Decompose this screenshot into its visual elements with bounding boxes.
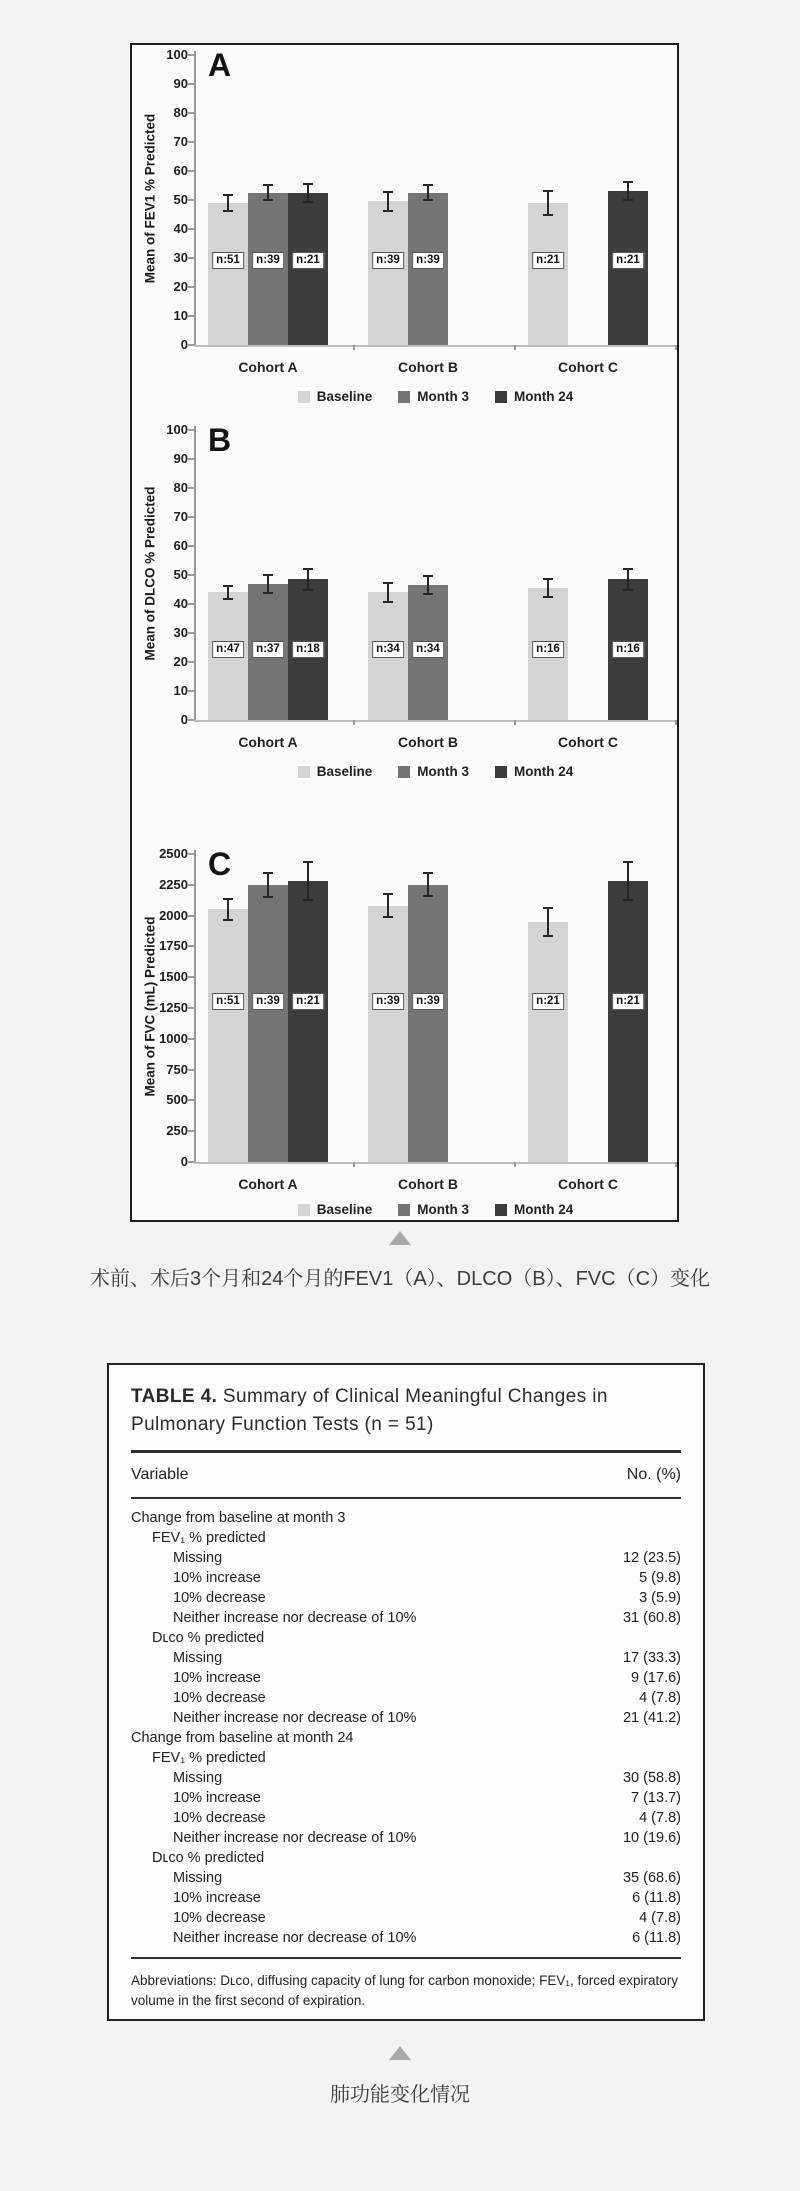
chart-b-ytick-mark: [188, 458, 194, 460]
chart-b-xtick-mark: [353, 720, 355, 725]
table-row: [131, 1848, 681, 1868]
chart-a-n-label: n:21: [612, 252, 644, 269]
chart-c-ytick-label: 500: [166, 1092, 188, 1108]
chart-c-category-label: Cohort C: [558, 1176, 618, 1192]
chart-c-bar-cohort-b: [408, 885, 448, 1162]
chart-c-legend: [194, 1202, 677, 1217]
chart-c-error-bar: [387, 893, 389, 918]
chart-c-ytick-mark: [188, 976, 194, 978]
chart-a-error-bar: [307, 183, 309, 203]
table-row-value: 9 (17.6): [631, 1670, 681, 1687]
table-caption: 肺功能变化情况: [330, 2084, 470, 2106]
chart-b-error-bar: [307, 568, 309, 591]
chart-c-error-cap: [543, 935, 553, 937]
legend-label: Baseline: [316, 1202, 373, 1217]
chart-b-ytick-label: 60: [173, 538, 188, 553]
chart-c-n-label: n:39: [412, 993, 444, 1010]
chart-c-n-label: n:21: [612, 993, 644, 1010]
chart-a-xtick-mark: [675, 345, 677, 350]
chart-a-ytick-label: 40: [173, 221, 188, 236]
chart-c-ytick-label: 750: [166, 1061, 188, 1077]
table-row-value: 4 (7.8): [639, 1810, 681, 1827]
table-row-label: Neither increase nor decrease of 10%: [173, 1830, 417, 1847]
legend-label: Month 24: [514, 764, 574, 779]
chart-a-ytick-label: 60: [173, 163, 188, 178]
table-row: [131, 1508, 681, 1528]
chart-b-n-label: n:18: [292, 641, 324, 658]
chart-a-error-cap: [383, 191, 393, 193]
chart-b-error-cap: [543, 578, 553, 580]
legend-swatch-icon: [398, 1204, 410, 1216]
table-row-value: 4 (7.8): [639, 1690, 681, 1707]
chart-c-n-label: n:39: [372, 993, 404, 1010]
chart-c-error-cap: [543, 907, 553, 909]
chart-a-error-cap: [543, 190, 553, 192]
chart-a-xtick-mark: [514, 345, 516, 350]
chart-c-error-bar: [547, 907, 549, 937]
table-row-label: Neither increase nor decrease of 10%: [173, 1930, 417, 1947]
table-row-label: Missing: [173, 1650, 223, 1667]
chart-b-ytick-label: 70: [173, 509, 188, 524]
legend-label: Month 24: [514, 389, 574, 404]
chart-b-ytick-label: 30: [173, 625, 188, 640]
table-row-label: 10% decrease: [173, 1590, 266, 1607]
table-row-value: 12 (23.5): [622, 1550, 681, 1567]
table-row: [131, 1688, 681, 1708]
chart-c-x-axis: [194, 1162, 677, 1164]
chart-a-y-axis-title: Mean of FEV1 % Predicted: [142, 113, 158, 284]
chart-b-error-cap: [303, 568, 313, 570]
table-row-label: Missing: [173, 1550, 223, 1567]
table-row: [131, 1648, 681, 1668]
table-row-label: Neither increase nor decrease of 10%: [173, 1710, 417, 1727]
legend-label: Month 3: [417, 389, 470, 404]
chart-c-n-label: n:21: [532, 993, 564, 1010]
table-row-label: 10% decrease: [173, 1910, 266, 1927]
chart-b-ytick-label: 20: [173, 654, 188, 669]
chart-c-ytick-mark: [188, 1007, 194, 1009]
chart-c-error-cap: [423, 895, 433, 897]
chart-b-category-label: Cohort B: [398, 734, 458, 750]
chart-c-error-cap: [383, 893, 393, 895]
table-4: [107, 1363, 705, 2021]
legend-label: Month 24: [514, 1202, 574, 1217]
chart-a-legend-item: [495, 389, 573, 404]
chart-b-ytick-mark: [188, 487, 194, 489]
chart-b-category-label: Cohort A: [238, 734, 298, 750]
chart-b-legend: [194, 764, 677, 779]
chart-a-n-label: n:39: [252, 252, 284, 269]
table-row: [131, 1828, 681, 1848]
pulmonary-function-figure: [130, 43, 679, 1222]
chart-b-error-cap: [263, 592, 273, 594]
table-row: [131, 1608, 681, 1628]
table-row-value: 31 (60.8): [622, 1610, 681, 1627]
chart-b-ytick-label: 0: [180, 712, 188, 727]
table-row: [131, 1708, 681, 1728]
chart-c-ytick-label: 2000: [159, 907, 188, 923]
chart-c-error-cap: [263, 872, 273, 874]
chart-a-error-bar: [547, 190, 549, 216]
chart-b-legend-item: [298, 764, 373, 779]
table-col-variable: Variable: [131, 1466, 189, 1484]
table-row-label: 10% increase: [173, 1670, 261, 1687]
table-row-label: Neither increase nor decrease of 10%: [173, 1610, 417, 1627]
chart-a-ytick-label: 0: [180, 337, 188, 352]
legend-label: Baseline: [316, 389, 373, 404]
table-row-value: 10 (19.6): [622, 1830, 681, 1847]
chart-c-category-label: Cohort B: [398, 1176, 458, 1192]
chart-c-ytick-label: 1250: [159, 1000, 188, 1015]
table-row-value: 30 (58.8): [622, 1770, 681, 1787]
chart-c-error-bar: [267, 872, 269, 898]
chart-b-error-cap: [623, 589, 633, 591]
chart-a-ytick-mark: [188, 170, 194, 172]
table-row-label: Missing: [173, 1770, 223, 1787]
chart-b-n-label: n:37: [252, 641, 284, 658]
chart-c-ytick-label: 0: [180, 1154, 188, 1169]
chart-b-ytick-label: 80: [173, 480, 188, 495]
chart-c-bar-cohort-a: [208, 909, 248, 1162]
table-body: [131, 1499, 681, 1957]
chart-b-y-axis-title: Mean of DLCO % Predicted: [142, 486, 158, 661]
table-row: [131, 1808, 681, 1828]
legend-swatch-icon: [398, 391, 410, 403]
table-row-value: 7 (13.7): [631, 1790, 681, 1807]
chart-a-xtick-mark: [353, 345, 355, 350]
chart-a-error-cap: [263, 184, 273, 186]
table-row: [131, 1728, 681, 1748]
table-row: [131, 1548, 681, 1568]
chart-b-error-bar: [387, 582, 389, 602]
table-row-value: 6 (11.8): [632, 1930, 681, 1947]
chart-b-ytick-mark: [188, 545, 194, 547]
chart-a-n-label: n:21: [532, 252, 564, 269]
chart-b-n-label: n:16: [612, 641, 644, 658]
caret-up-icon: [389, 1231, 411, 1245]
chart-c-n-label: n:21: [292, 993, 324, 1010]
chart-a-ytick-label: 20: [173, 279, 188, 294]
chart-b-ytick-mark: [188, 690, 194, 692]
chart-a-legend-item: [398, 389, 469, 404]
chart-c-ytick-mark: [188, 945, 194, 947]
chart-a-n-label: n:51: [212, 252, 244, 269]
chart-a-ytick-label: 90: [173, 76, 188, 91]
chart-a-ytick-label: 50: [173, 192, 188, 207]
chart-c-y-axis: [194, 850, 196, 1162]
chart-a-error-cap: [423, 184, 433, 186]
chart-c-xtick-mark: [514, 1162, 516, 1167]
chart-c-ytick-mark: [188, 1130, 194, 1132]
chart-b-error-cap: [303, 589, 313, 591]
chart-b-error-cap: [223, 598, 233, 600]
chart-b-error-cap: [383, 582, 393, 584]
table-footnote: Abbreviations: Dʟᴄᴏ, diffusing capacity of lung for carbon monoxide; FEV₁, forced expiratory volume in the first second of expiration.: [131, 1973, 679, 2009]
table-title-text: Summary of Clinical Meaningful Changes in Pulmonary Function Tests (n = 51): [131, 1386, 608, 1435]
table-row-value: 35 (68.6): [622, 1870, 681, 1887]
chart-b-ytick-mark: [188, 574, 194, 576]
chart-c-ytick-mark: [188, 853, 194, 855]
chart-c-error-bar: [627, 861, 629, 900]
chart-b-y-axis: [194, 426, 196, 720]
chart-a-error-cap: [223, 194, 233, 196]
chart-c-error-cap: [423, 872, 433, 874]
chart-c-error-cap: [303, 861, 313, 863]
legend-swatch-icon: [398, 766, 410, 778]
chart-b-error-bar: [427, 575, 429, 595]
chart-c-xtick-mark: [675, 1162, 677, 1167]
table-row-value: 5 (9.8): [639, 1570, 681, 1587]
table-row: [131, 1768, 681, 1788]
table-row-label: Change from baseline at month 24: [131, 1730, 354, 1747]
chart-c-n-label: n:39: [252, 993, 284, 1010]
legend-label: Baseline: [316, 764, 373, 779]
chart-c-panel-letter: C: [208, 846, 232, 882]
chart-c-error-cap: [623, 899, 633, 901]
legend-swatch-icon: [495, 1204, 507, 1216]
legend-swatch-icon: [298, 766, 310, 778]
table-row-label: FEV₁ % predicted: [152, 1530, 266, 1547]
chart-b-category-label: Cohort C: [558, 734, 618, 750]
chart-a-error-bar: [387, 191, 389, 211]
table-rule-bottom: [131, 1957, 681, 1959]
chart-a-x-axis: [194, 345, 677, 347]
table-row-label: 10% decrease: [173, 1810, 266, 1827]
table-row-label: Dʟᴄᴏ % predicted: [152, 1850, 265, 1867]
legend-swatch-icon: [298, 1204, 310, 1216]
chart-a-error-bar: [627, 181, 629, 201]
legend-swatch-icon: [495, 391, 507, 403]
chart-a-ytick-label: 10: [173, 308, 188, 323]
chart-c-error-cap: [383, 916, 393, 918]
chart-c-legend-item: [298, 1202, 373, 1217]
chart-b-error-cap: [423, 575, 433, 577]
chart-b-ytick-mark: [188, 429, 194, 431]
chart-a-legend-item: [298, 389, 373, 404]
table-row-value: 17 (33.3): [622, 1650, 681, 1667]
chart-a-ytick-mark: [188, 228, 194, 230]
chart-c-bar-cohort-a: [288, 881, 328, 1162]
table-row: [131, 1568, 681, 1588]
chart-a-ytick-mark: [188, 315, 194, 317]
chart-a-error-cap: [303, 201, 313, 203]
chart-c-ytick-mark: [188, 915, 194, 917]
chart-b-xtick-mark: [514, 720, 516, 725]
chart-a-ytick-label: 70: [173, 134, 188, 149]
chart-c-legend-item: [495, 1202, 573, 1217]
legend-label: Month 3: [417, 764, 470, 779]
chart-a-ytick-mark: [188, 286, 194, 288]
chart-c-ytick-mark: [188, 884, 194, 886]
chart-c-bar-cohort-a: [248, 885, 288, 1162]
chart-c-ytick-mark: [188, 1069, 194, 1071]
table-row: [131, 1588, 681, 1608]
chart-b-n-label: n:16: [532, 641, 564, 658]
table-title: [131, 1383, 681, 1438]
chart-c-ytick-label: 1000: [159, 1030, 188, 1046]
chart-a-legend: [194, 389, 677, 404]
chart-c-ytick-mark: [188, 1099, 194, 1101]
table-row-label: Dʟᴄᴏ % predicted: [152, 1630, 265, 1647]
chart-a-ytick-label: 30: [173, 250, 188, 265]
chart-a-error-cap: [223, 210, 233, 212]
chart-a-ytick-mark: [188, 112, 194, 114]
chart-a-ytick-label: 100: [166, 47, 188, 62]
chart-c-n-label: n:51: [212, 993, 244, 1010]
chart-a-error-cap: [423, 199, 433, 201]
chart-a-error-cap: [543, 214, 553, 216]
chart-a-category-label: Cohort B: [398, 359, 458, 375]
table-row-label: Change from baseline at month 3: [131, 1510, 346, 1527]
chart-c-category-label: Cohort A: [238, 1176, 298, 1192]
chart-b-xtick-mark: [675, 720, 677, 725]
chart-c-error-bar: [227, 898, 229, 920]
chart-a-category-label: Cohort C: [558, 359, 618, 375]
chart-c-error-cap: [223, 898, 233, 900]
chart-c-error-bar: [427, 872, 429, 897]
table-row-label: 10% increase: [173, 1790, 261, 1807]
chart-c-bar-cohort-c: [528, 922, 568, 1162]
table-row-value: 3 (5.9): [639, 1590, 681, 1607]
chart-c-ytick-label: 2500: [159, 846, 188, 861]
chart-b-error-bar: [547, 578, 549, 598]
chart-a-bar-cohort-c: [528, 203, 568, 345]
chart-b-error-cap: [383, 601, 393, 603]
chart-c-error-bar: [307, 861, 309, 900]
table-row: [131, 1928, 681, 1948]
chart-a-error-cap: [383, 210, 393, 212]
table-col-no-pct: No. (%): [626, 1466, 681, 1484]
chart-b-ytick-mark: [188, 661, 194, 663]
chart-b-ytick-mark: [188, 516, 194, 518]
chart-b-error-bar: [627, 568, 629, 591]
table-title-number: TABLE 4.: [131, 1386, 218, 1407]
chart-a-ytick-mark: [188, 257, 194, 259]
table-row: [131, 1788, 681, 1808]
table-row-label: 10% increase: [173, 1570, 261, 1587]
chart-b-ytick-mark: [188, 632, 194, 634]
chart-a-error-cap: [623, 181, 633, 183]
table-row: [131, 1628, 681, 1648]
chart-c-legend-item: [398, 1202, 469, 1217]
chart-a-n-label: n:39: [372, 252, 404, 269]
table-row-label: FEV₁ % predicted: [152, 1750, 266, 1767]
chart-a-error-cap: [623, 199, 633, 201]
chart-a-bar-cohort-b: [368, 201, 408, 345]
chart-a-error-cap: [303, 183, 313, 185]
figure-caption: 术前、术后3个月和24个月的FEV1（A）、DLCO（B）、FVC（C）变化: [89, 1268, 711, 1290]
table-row: [131, 1748, 681, 1768]
chart-b-ytick-label: 10: [173, 683, 188, 698]
chart-b-ytick-label: 50: [173, 567, 188, 582]
chart-a-y-axis: [194, 51, 196, 345]
caret-up-icon: [389, 2046, 411, 2060]
legend-swatch-icon: [298, 391, 310, 403]
chart-c-ytick-label: 1750: [159, 938, 188, 954]
table-row-label: 10% decrease: [173, 1690, 266, 1707]
chart-a-bar-cohort-a: [208, 203, 248, 345]
chart-a-ytick-mark: [188, 199, 194, 201]
chart-b-error-cap: [623, 568, 633, 570]
table-row-label: 10% increase: [173, 1890, 261, 1907]
chart-b-error-cap: [423, 593, 433, 595]
chart-b-error-bar: [267, 574, 269, 594]
chart-c-y-axis-title: Mean of FVC (mL) Predicted: [142, 916, 158, 1097]
chart-c-ytick-label: 1500: [159, 969, 188, 985]
chart-a-panel-letter: A: [208, 47, 232, 83]
chart-c-error-cap: [623, 861, 633, 863]
chart-b-legend-item: [398, 764, 469, 779]
chart-b-ytick-label: 100: [166, 422, 188, 437]
legend-swatch-icon: [495, 766, 507, 778]
chart-c-error-cap: [303, 899, 313, 901]
table-row: [131, 1668, 681, 1688]
chart-b-ytick-label: 40: [173, 596, 188, 611]
chart-a-ytick-mark: [188, 83, 194, 85]
chart-b-error-cap: [263, 574, 273, 576]
legend-label: Month 3: [417, 1202, 470, 1217]
chart-c-ytick-label: 2250: [159, 876, 188, 892]
table-row: [131, 1888, 681, 1908]
chart-c-error-cap: [223, 919, 233, 921]
chart-b-x-axis: [194, 720, 677, 722]
chart-b-n-label: n:34: [372, 641, 404, 658]
chart-b-n-label: n:47: [212, 641, 244, 658]
chart-b-n-label: n:34: [412, 641, 444, 658]
chart-c-bar-cohort-c: [608, 881, 648, 1162]
chart-b-panel-letter: B: [208, 422, 232, 458]
chart-b-ytick-label: 90: [173, 451, 188, 466]
chart-b-error-cap: [223, 585, 233, 587]
chart-a-error-cap: [263, 199, 273, 201]
table-row-label: Missing: [173, 1870, 223, 1887]
chart-a-n-label: n:39: [412, 252, 444, 269]
table-header-row: [131, 1453, 681, 1497]
chart-a-ytick-label: 80: [173, 105, 188, 120]
chart-c-xtick-mark: [353, 1162, 355, 1167]
chart-b-error-cap: [543, 596, 553, 598]
chart-a-ytick-mark: [188, 54, 194, 56]
chart-b-ytick-mark: [188, 603, 194, 605]
chart-a-ytick-mark: [188, 141, 194, 143]
table-row: [131, 1908, 681, 1928]
table-row-value: 21 (41.2): [622, 1710, 681, 1727]
table-row: [131, 1528, 681, 1548]
chart-c-bar-cohort-b: [368, 906, 408, 1162]
table-row: [131, 1868, 681, 1888]
table-row-value: 4 (7.8): [639, 1910, 681, 1927]
table-row-value: 6 (11.8): [632, 1890, 681, 1907]
chart-a-n-label: n:21: [292, 252, 324, 269]
chart-c-ytick-label: 250: [166, 1123, 188, 1139]
chart-c-error-cap: [263, 896, 273, 898]
chart-c-ytick-mark: [188, 1038, 194, 1040]
chart-b-legend-item: [495, 764, 573, 779]
chart-a-category-label: Cohort A: [238, 359, 298, 375]
